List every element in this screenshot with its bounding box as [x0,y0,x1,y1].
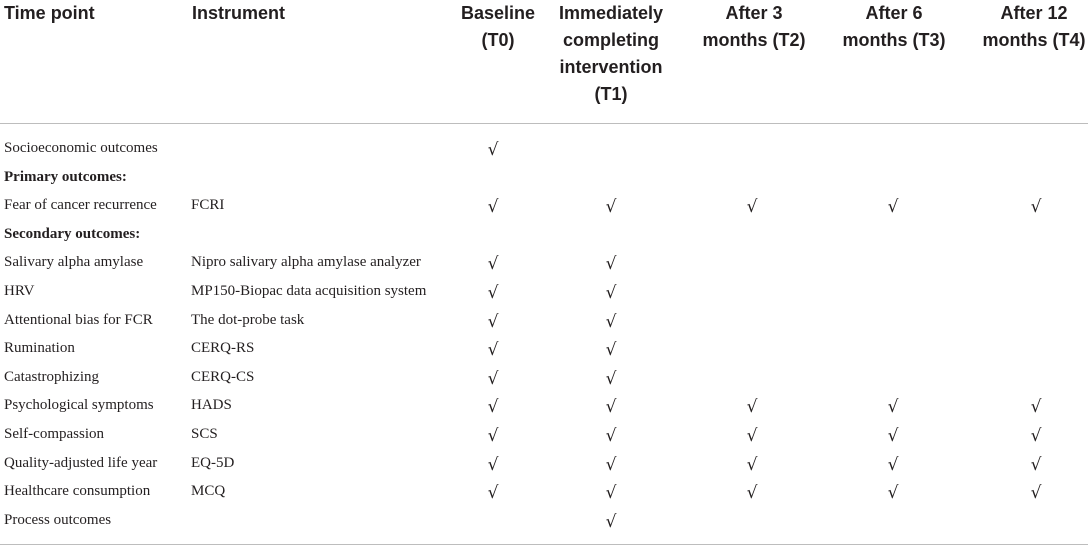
header-time-point: Time point [4,3,95,23]
row-instrument: FCRI [191,197,225,214]
table-row [0,134,1091,162]
check-mark-icon: √ [1030,454,1042,475]
check-mark-icon: √ [487,197,499,218]
header-after-12: After 12 months (T4) [982,3,1086,50]
check-mark-icon: √ [746,426,758,446]
table-row [0,334,1091,362]
header-after-6: After 6 months (T3) [842,3,946,50]
check-mark-icon: √ [1030,397,1042,418]
row-label: Socioeconomic outcomes [4,140,158,156]
check-mark-icon: √ [605,254,617,275]
check-mark-icon: √ [1030,483,1042,504]
row-instrument: CERQ-CS [191,368,255,385]
check-mark-icon: √ [605,283,617,303]
row-instrument: HADS [191,397,232,414]
header-rule [0,123,1088,124]
row-instrument: Nipro salivary alpha amylase analyzer [191,254,421,271]
check-mark-icon: √ [605,454,617,475]
row-label: Rumination [4,340,75,357]
table-row [0,163,1091,191]
check-mark-icon: √ [487,426,499,446]
check-mark-icon: √ [605,197,617,218]
row-instrument: MCQ [191,483,226,500]
check-mark-icon: √ [887,197,899,218]
row-instrument: MP150-Biopac data acquisition system [191,283,427,299]
row-label: Attentional bias for FCR [4,311,153,328]
check-mark-icon: √ [605,483,617,504]
table-row [0,191,1091,219]
check-mark-icon: √ [887,454,899,475]
check-mark-icon: √ [487,283,499,303]
row-instrument: SCS [191,426,218,442]
row-instrument: The dot-probe task [191,311,305,328]
check-mark-icon: √ [487,368,499,389]
header-instrument: Instrument [192,3,286,23]
table-row [0,306,1091,334]
row-label: HRV [4,283,35,299]
row-label: Secondary outcomes: [4,225,141,242]
table-row [0,248,1091,276]
bottom-rule [0,544,1088,545]
header-immediately: Immediately completing intervention (T1) [558,3,664,104]
check-mark-icon: √ [487,454,499,475]
check-mark-icon: √ [887,426,899,446]
check-mark-icon: √ [605,397,617,418]
check-mark-icon: √ [487,311,499,332]
check-mark-icon: √ [605,368,617,389]
row-label: Healthcare consumption [4,483,151,500]
table-row [0,277,1091,305]
check-mark-icon: √ [487,254,499,275]
row-label: Fear of cancer recurrence [4,197,157,214]
check-mark-icon: √ [605,426,617,446]
check-mark-icon: √ [746,197,758,218]
check-mark-icon: √ [487,140,499,160]
table-row [0,506,1091,534]
table-row [0,449,1091,477]
check-mark-icon: √ [605,311,617,332]
table-row [0,420,1091,448]
row-label: Quality-adjusted life year [4,454,158,471]
row-instrument: EQ-5D [191,454,235,471]
row-label: Primary outcomes: [4,168,127,185]
check-mark-icon: √ [887,397,899,418]
header-after-3: After 3 months (T2) [702,3,806,50]
check-mark-icon: √ [487,483,499,504]
check-mark-icon: √ [887,483,899,504]
check-mark-icon: √ [746,454,758,475]
check-mark-icon: √ [1030,426,1042,446]
check-mark-icon: √ [487,340,499,361]
table-row [0,220,1091,248]
row-instrument: CERQ-RS [191,340,255,357]
row-label: Process outcomes [4,511,112,528]
check-mark-icon: √ [605,340,617,361]
row-label: Self-compassion [4,426,104,442]
table-row [0,363,1091,391]
check-mark-icon: √ [605,511,617,532]
table-row [0,391,1091,419]
row-label: Salivary alpha amylase [4,254,144,271]
row-label: Catastrophizing [4,368,99,385]
check-mark-icon: √ [1030,197,1042,218]
header-baseline: Baseline (T0) [460,3,536,50]
check-mark-icon: √ [746,397,758,418]
check-mark-icon: √ [746,483,758,504]
row-label: Psychological symptoms [4,397,154,414]
table-row [0,477,1091,505]
check-mark-icon: √ [487,397,499,418]
